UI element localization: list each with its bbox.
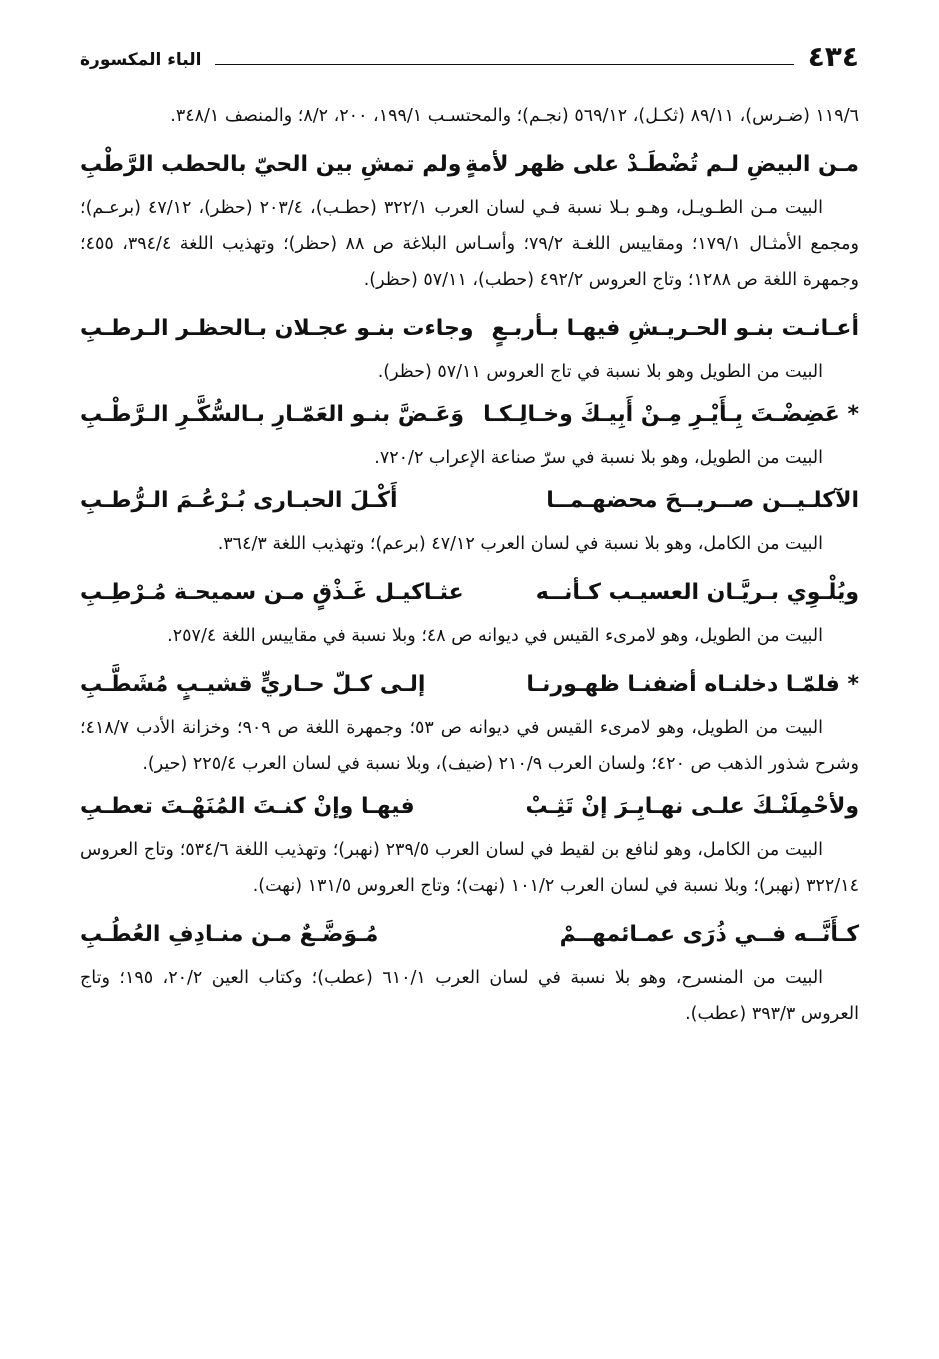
second-hemistich: ولم تمشِ بين الحيّ بالحطب الرَّطْبِ	[80, 152, 462, 177]
page-number: ٤٣٤	[807, 39, 859, 73]
verse-note: البيت من الكامل، وهو لنافع بن لقيط في لسان العرب ٢٣٩/٥ (نهبر)؛ وتهذيب اللغة ٥٣٤/٦؛ وتاج العروس ٣٢٢/١٤ (نهبر)؛ وبلا نسبة في لسان العرب ١٠١/٢ (نهت)؛ وتاج العروس ١٣١/٥ (نهت).	[80, 840, 859, 896]
page-content	[80, 98, 859, 1032]
verse-note: البيت من الطويل، وهو لامرىء القيس في ديوانه ص ٥٣؛ وجمهرة اللغة ص ٩٠٩؛ وخزانة الأدب ٤١٨/٧؛ وشرح شذور الذهب ص ٤٢٠؛ ولسان العرب ٢١٠/٩ (ضيف)، وبلا نسبة في لسان العرب ٢٢٥/٤ (حير).	[80, 718, 859, 774]
verse-line	[80, 660, 859, 710]
running-title: الباء المكسورة	[80, 50, 202, 70]
second-hemistich: مُـوَضَّـعٌ مـن منـادِفِ العُطُـبِ	[80, 922, 379, 947]
first-hemistich: * عَضِضْـتَ بِـأَيْـرِ مِـنْ أَبِيـكَ وخـالِـكـا	[483, 402, 859, 427]
second-hemistich: أَكْـلَ الحبـارى بُـرْعُـمَ الـرُّطـبِ	[80, 488, 398, 513]
opening-note: ١١٩/٦ (ضـرس)، ٨٩/١١ (ثكـل)، ٥٦٩/١٢ (نجـم)؛ والمحتسـب ١٩٩/١، ٢٠٠، ٨/٢؛ والمنصف ٣٤٨/١.	[170, 106, 859, 126]
verse-line	[80, 568, 859, 618]
second-hemistich: وجاءت بنـو عجـلان بـالحظـر الـرطـبِ	[80, 316, 474, 341]
first-hemistich: مـن البيضِ لـم تُضْطَـدْ على ظهر لأمةٍ	[465, 152, 859, 177]
verse-note: البيت مـن الطـويـل، وهـو بـلا نسبة فـي لسان العرب ٣٢٢/١ (حطـب)، ٢٠٣/٤ (حظر)، ٤٧/١٢ (برعـم)؛ ومجمع الأمثـال ١٧٩/١؛ ومقاييس اللغـة ٧٩/٢؛ وأسـاس البلاغة ص ٨٨ (حظر)؛ وتهذيب اللغة ٣٩٤/٤، ٤٥٥؛ وجمهرة اللغة ص ١٢٨٨؛ وتاج العروس ٤٩٢/٢ (حطب)، ٥٧/١١ (حظر).	[80, 198, 859, 290]
page-header	[80, 36, 859, 76]
first-hemistich: * فلمّـا دخلنـاه أضفنـا ظهـورنـا	[526, 672, 859, 697]
second-hemistich: إلـى كـلّ حـاريٍّ قشيـبٍ مُشَطَّـبِ	[80, 672, 426, 697]
verse-line	[80, 140, 859, 190]
second-hemistich: وَعَـضَّ بنـو العَمّـارِ بـالسُّكَّـرِ الـرَّطْـبِ	[80, 402, 465, 427]
first-hemistich: أعـانـت بنـو الحـريـشِ فيهـا بـأربـعٍ	[491, 316, 859, 341]
second-hemistich: فيهـا وإنْ كنـتَ المُنَهْـتَ تعطـبِ	[80, 794, 415, 819]
first-hemistich: ولأحْمِلَنْـكَ علـى نهـابِـرَ إنْ تَثِـبْ	[525, 794, 859, 819]
first-hemistich: كـأَنَّــه فــي ذُرَى عمـائمهــمْ	[559, 922, 859, 947]
header-rule	[215, 64, 793, 65]
verse-note: البيت من المنسرح، وهو بلا نسبة في لسان العرب ٦١٠/١ (عطب)؛ وكتاب العين ٢٠/٢، ١٩٥؛ وتاج العروس ٣٩٣/٣ (عطب).	[80, 968, 859, 1024]
verse-note: البيت من الطويل وهو بلا نسبة في تاج العروس ٥٧/١١ (حظر).	[377, 362, 823, 382]
first-hemistich: ويُلْـوِي بـريَّـان العسيـب كـأنــه	[535, 580, 859, 605]
verse-note: البيت من الكامل، وهو بلا نسبة في لسان العرب ٤٧/١٢ (برعم)؛ وتهذيب اللغة ٣٦٤/٣.	[217, 534, 823, 554]
first-hemistich: الآكلـيــن صــريــحَ محضهـمــا	[546, 488, 859, 513]
verse-line	[80, 782, 859, 832]
verse-line	[80, 910, 859, 960]
verse-line	[80, 390, 859, 440]
verse-note: البيت من الطويل، وهو لامرىء القيس في ديوانه ص ٤٨؛ وبلا نسبة في مقاييس اللغة ٢٥٧/٤.	[167, 626, 823, 646]
second-hemistich: عثـاكيـل غَـذْقٍ مـن سميحـة مُـرْطِـبِ	[80, 580, 464, 605]
verse-note: البيت من الطويل، وهو بلا نسبة في سرّ صناعة الإعراب ٧٢٠/٢.	[374, 448, 823, 468]
verse-line	[80, 476, 859, 526]
verse-line	[80, 304, 859, 354]
